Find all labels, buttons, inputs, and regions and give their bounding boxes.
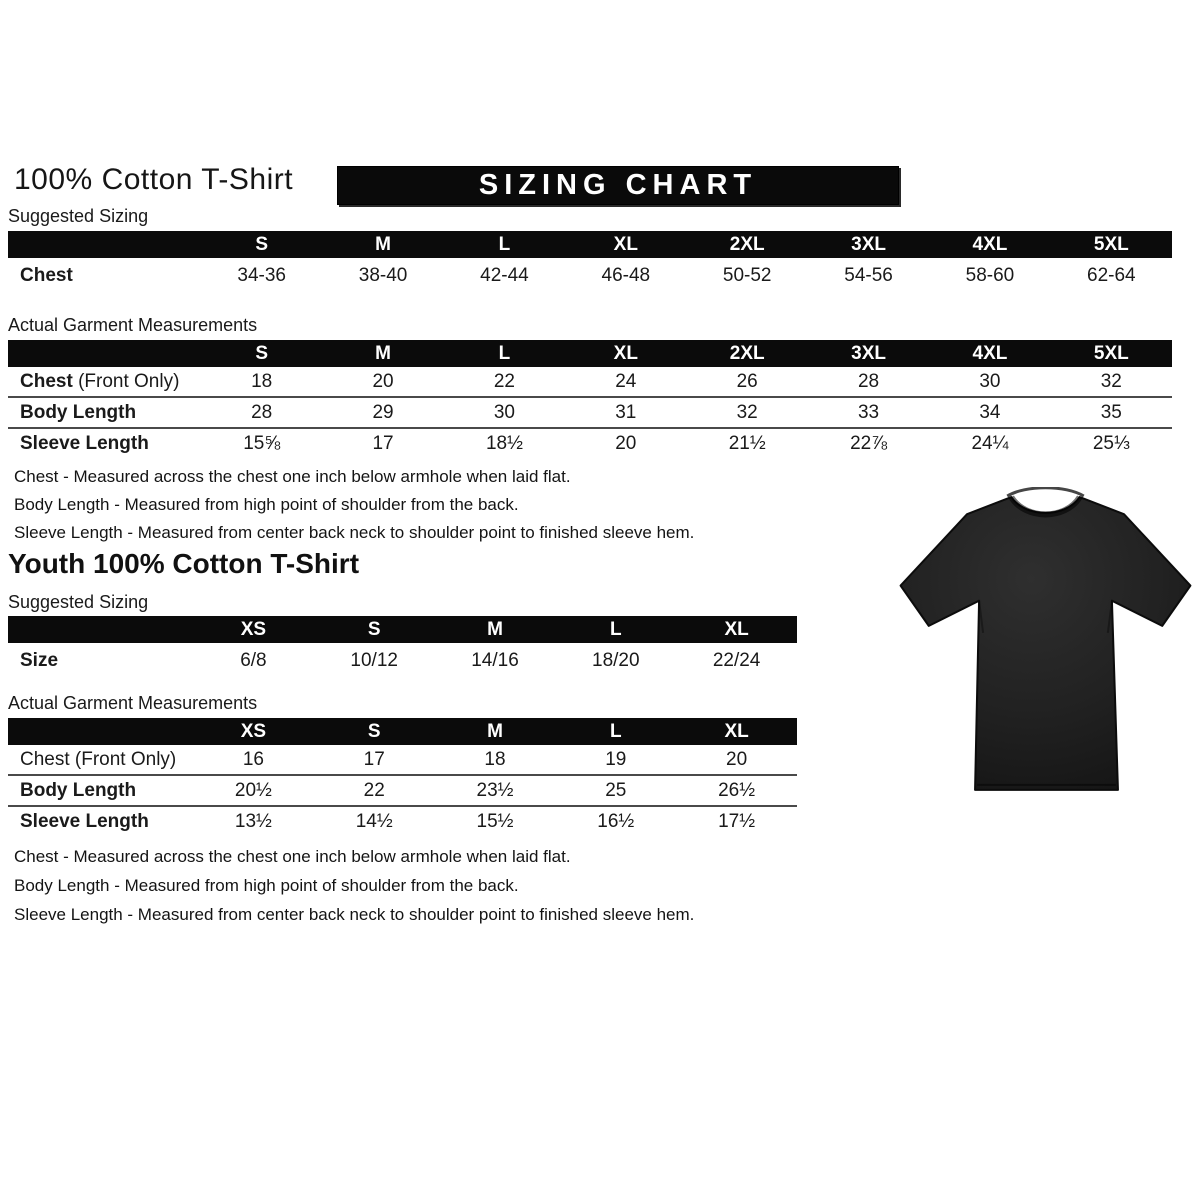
size-column-header: XS	[193, 616, 314, 643]
measurement-value: 17	[322, 428, 443, 458]
measurement-value: 17	[314, 745, 435, 775]
size-column-header: 5XL	[1051, 340, 1172, 367]
measurement-value: 10/12	[314, 643, 435, 679]
measurement-value: 18	[435, 745, 556, 775]
note-line: Chest - Measured across the chest one inch below armhole when laid flat.	[14, 467, 571, 486]
size-column-header: L	[444, 340, 565, 367]
measurement-value: 28	[201, 397, 322, 428]
measurement-value: 50-52	[687, 258, 808, 294]
size-column-header: XL	[676, 616, 797, 643]
measurement-value: 26	[687, 367, 808, 397]
note-line: Chest - Measured across the chest one inch below armhole when laid flat.	[14, 847, 571, 866]
measurement-value: 33	[808, 397, 929, 428]
size-column-header: S	[314, 718, 435, 745]
row-label: Chest	[8, 258, 201, 294]
measurement-value: 22	[444, 367, 565, 397]
row-label-column-header	[8, 616, 193, 643]
note-line: Body Length - Measured from high point of shoulder from the back.	[14, 495, 519, 514]
size-column-header: M	[322, 231, 443, 258]
page-title: 100% Cotton T-Shirt	[14, 163, 294, 196]
size-column-header: 2XL	[687, 231, 808, 258]
size-column-header: 3XL	[808, 231, 929, 258]
size-column-header: L	[555, 616, 676, 643]
measurement-row	[8, 775, 797, 806]
sizing-chart-banner: SIZING CHART	[337, 166, 899, 205]
size-column-header: S	[201, 340, 322, 367]
measurement-value: 22/24	[676, 643, 797, 679]
measurement-value: 18	[201, 367, 322, 397]
measurement-value: 32	[687, 397, 808, 428]
size-column-header: M	[435, 616, 556, 643]
measurement-value: 25	[555, 775, 676, 806]
measurement-value: 18/20	[555, 643, 676, 679]
measurement-value: 18½	[444, 428, 565, 458]
measurement-row	[8, 643, 797, 679]
row-label: Size	[8, 643, 193, 679]
measurement-value: 62-64	[1051, 258, 1172, 294]
tshirt-photo	[893, 487, 1198, 809]
row-label-column-header	[8, 231, 201, 258]
measurement-value: 24¼	[929, 428, 1050, 458]
measurement-row	[8, 806, 797, 836]
note-line: Sleeve Length - Measured from center back neck to shoulder point to finished sleeve hem.	[14, 905, 695, 924]
measurement-value: 24	[565, 367, 686, 397]
measurement-value: 26½	[676, 775, 797, 806]
size-column-header: XL	[676, 718, 797, 745]
row-label: Sleeve Length	[8, 806, 193, 836]
measurement-value: 6/8	[193, 643, 314, 679]
measurement-value: 16	[193, 745, 314, 775]
youth-measurement-notes	[14, 842, 694, 929]
measurement-value: 58-60	[929, 258, 1050, 294]
measurement-value: 16½	[555, 806, 676, 836]
measurement-value: 46-48	[565, 258, 686, 294]
measurement-value: 20	[676, 745, 797, 775]
note-line: Body Length - Measured from high point of shoulder from the back.	[14, 876, 519, 895]
measurement-row	[8, 397, 1172, 428]
measurement-value: 19	[555, 745, 676, 775]
measurement-value: 25⅓	[1051, 428, 1172, 458]
measurement-value: 14½	[314, 806, 435, 836]
measurement-value: 31	[565, 397, 686, 428]
measurement-value: 15⅝	[201, 428, 322, 458]
size-column-header: XS	[193, 718, 314, 745]
youth-actual-measurements-table	[8, 718, 797, 836]
size-column-header: M	[435, 718, 556, 745]
youth-suggested-sizing-table	[8, 616, 797, 679]
adult-actual-measurements-table	[8, 340, 1172, 458]
measurement-value: 15½	[435, 806, 556, 836]
adult-measurement-notes	[14, 463, 694, 547]
measurement-value: 23½	[435, 775, 556, 806]
note-line: Sleeve Length - Measured from center back neck to shoulder point to finished sleeve hem.	[14, 523, 695, 542]
measurement-value: 35	[1051, 397, 1172, 428]
size-column-header: S	[201, 231, 322, 258]
measurement-value: 38-40	[322, 258, 443, 294]
row-label: Body Length	[8, 775, 193, 806]
measurement-row	[8, 428, 1172, 458]
adult-suggested-sizing-table	[8, 231, 1172, 294]
measurement-value: 22	[314, 775, 435, 806]
measurement-value: 20	[565, 428, 686, 458]
measurement-value: 29	[322, 397, 443, 428]
measurement-value: 30	[444, 397, 565, 428]
measurement-value: 22⅞	[808, 428, 929, 458]
size-column-header: M	[322, 340, 443, 367]
measurement-value: 21½	[687, 428, 808, 458]
measurement-value: 32	[1051, 367, 1172, 397]
adult-suggested-sizing-label: Suggested Sizing	[8, 206, 149, 226]
measurement-value: 30	[929, 367, 1050, 397]
measurement-value: 28	[808, 367, 929, 397]
size-column-header: L	[555, 718, 676, 745]
row-label-column-header	[8, 718, 193, 745]
size-column-header: 3XL	[808, 340, 929, 367]
measurement-row	[8, 258, 1172, 294]
size-column-header: 4XL	[929, 340, 1050, 367]
size-column-header: 5XL	[1051, 231, 1172, 258]
black-tshirt-icon	[893, 487, 1198, 809]
youth-section-title: Youth 100% Cotton T-Shirt	[8, 548, 360, 579]
measurement-row	[8, 745, 797, 775]
measurement-row	[8, 367, 1172, 397]
measurement-value: 34	[929, 397, 1050, 428]
size-column-header: L	[444, 231, 565, 258]
measurement-value: 13½	[193, 806, 314, 836]
measurement-value: 54-56	[808, 258, 929, 294]
row-label: Chest (Front Only)	[8, 745, 193, 775]
size-column-header: 4XL	[929, 231, 1050, 258]
row-label: Sleeve Length	[8, 428, 201, 458]
measurement-value: 20½	[193, 775, 314, 806]
size-column-header: 2XL	[687, 340, 808, 367]
adult-actual-measurements-label: Actual Garment Measurements	[8, 315, 258, 335]
measurement-value: 34-36	[201, 258, 322, 294]
measurement-value: 42-44	[444, 258, 565, 294]
row-label: Chest (Front Only)	[8, 367, 201, 397]
size-column-header: XL	[565, 340, 686, 367]
measurement-value: 20	[322, 367, 443, 397]
size-column-header: XL	[565, 231, 686, 258]
measurement-value: 14/16	[435, 643, 556, 679]
size-column-header: S	[314, 616, 435, 643]
measurement-value: 17½	[676, 806, 797, 836]
youth-actual-measurements-label: Actual Garment Measurements	[8, 693, 258, 713]
row-label: Body Length	[8, 397, 201, 428]
row-label-column-header	[8, 340, 201, 367]
youth-suggested-sizing-label: Suggested Sizing	[8, 592, 149, 612]
